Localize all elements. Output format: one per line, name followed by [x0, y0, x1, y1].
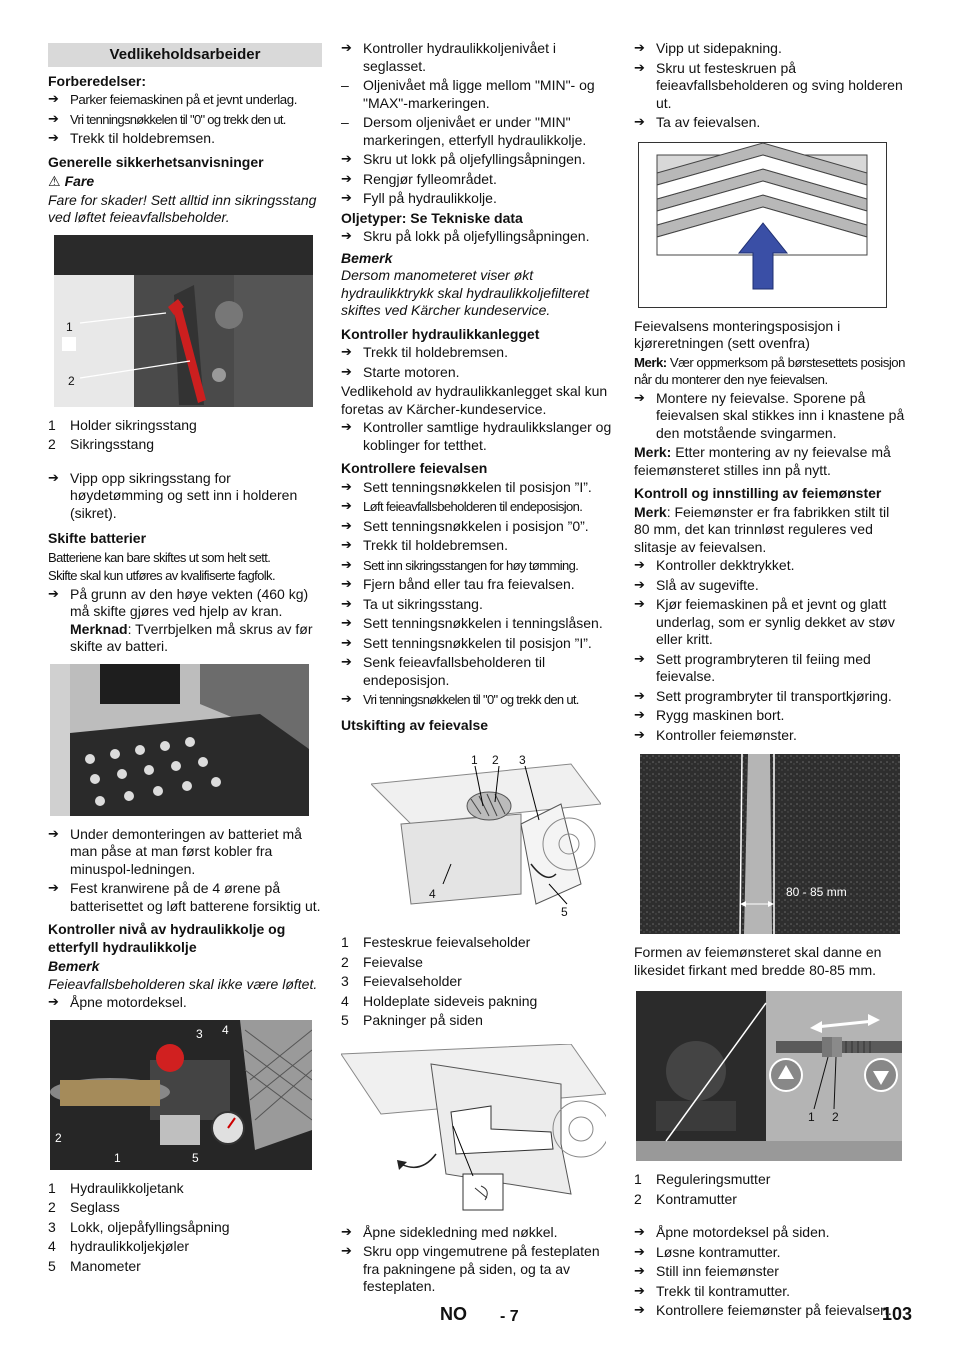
hyd-system-text: Vedlikehold av hydraulikkanlegget skal kun foretas av Kärcher-kundeservice. — [341, 383, 608, 417]
adjust-step: ➔ Still inn feiemønster — [634, 1263, 908, 1281]
hydraulic-heading: Kontroller nivå av hydraulikkolje og etterfyll hydraulikkolje — [48, 921, 286, 955]
check-brush-step: ➔ Sett inn sikringsstangen for høy tømming. — [341, 557, 615, 575]
callout-5: 5 — [192, 1150, 199, 1165]
hyd-system-step: ➔ Kontroller samtlige hydraulikkslanger og koblinger for tetthet. — [341, 419, 615, 454]
check-brush-step: ➔ Vri tenningsnøkkelen til "0" og trekk den ut. — [341, 691, 615, 709]
adjust-step: ➔ Kontrollere feiemønster på feievalsen. — [634, 1302, 908, 1320]
warning-label-text: Fare — [64, 173, 95, 189]
footer-language: NO — [440, 1304, 467, 1324]
pattern-step: ➔ Kontroller feiemønster. — [634, 727, 908, 745]
replace-brush-step: ➔ Åpne sidekledning med nøkkel. — [341, 1224, 615, 1242]
legend-item: 3 Feievalseholder — [341, 973, 462, 989]
safety-bar-photo — [54, 235, 313, 407]
pattern-step: ➔ Kjør feiemaskinen på et jevnt og glatt underlag, som er synlig dekket av støv eller kritt. — [634, 596, 908, 649]
legend-item: 1 Reguleringsmutter — [634, 1171, 771, 1187]
note-text: Feieavfallsbeholderen skal ikke være løftet. — [48, 975, 318, 992]
sweep-pattern-illustration — [640, 754, 900, 934]
remove-brush-step: ➔ Vipp ut sidepakning. — [634, 40, 908, 58]
note-label: Bemerk — [48, 958, 100, 974]
check-brush-step: ➔ Trekk til holdebremsen. — [341, 537, 615, 555]
battery-heading: Skifte batterier — [48, 530, 147, 546]
column-middle — [341, 40, 615, 1298]
safety-heading: Generelle sikkerhetsanvisninger — [48, 153, 264, 170]
legend-item: 2 Feievalse — [341, 953, 423, 970]
fill-step: ➔ Rengjør fylleområdet. — [341, 171, 615, 189]
pattern-merk: Merk: Feiemønster er fra fabrikken stilt til 80 mm, det kan trinnløst reguleres ved slitasje av feievalsen. — [634, 503, 890, 555]
prep-step: ➔ Trekk til holdebremsen. — [48, 130, 322, 148]
section-title: Vedlikeholdsarbeider — [48, 43, 322, 67]
legend-item: 2 Sikringsstang — [48, 436, 155, 452]
pattern-step: ➔ Sett programbryteren til feiing med feievalse. — [634, 651, 908, 686]
hyd-system-step: ➔ Trekk til holdebremsen. — [341, 344, 615, 362]
hydraulic-step: ➔ Åpne motordeksel. — [48, 994, 322, 1012]
note-text: Dersom manometeret viser økt hydraulikktrykk skal hydraulikkoljefilteret skiftes ved Kärcher kundeservice. — [341, 267, 590, 318]
battery-illustration — [50, 664, 309, 816]
footer-page-number: 103 — [882, 1304, 913, 1324]
fig1-step: ➔ Vipp opp sikringsstang for høydetømming og sett inn i holderen (sikret). — [48, 470, 322, 523]
pattern-step: ➔ Sett programbryter til transportkjøring. — [634, 688, 908, 706]
mount-step: ➔ Montere ny feievalse. Sporene på feievalsen skal stikkes inn i knastene på den motstående svingarmen. — [634, 390, 908, 443]
callout-5: 5 — [561, 905, 568, 919]
sweep-pattern-photo — [640, 754, 900, 934]
callout-2: 2 — [55, 1130, 62, 1145]
adjust-step: ➔ Trekk til kontramutter. — [634, 1283, 908, 1301]
check-brush-step: ➔ Sett tenningsnøkkelen til posisjon ”I”. — [341, 479, 615, 497]
adjusting-nut-illustration — [636, 991, 902, 1161]
brush-mounting-diagram — [638, 142, 887, 308]
check-brush-step: ➔ Løft feieavfallsbeholderen til endeposisjon. — [341, 498, 615, 516]
legend-item: 5 Manometer — [48, 1257, 141, 1274]
check-brush-heading: Kontrollere feievalsen — [341, 460, 488, 476]
brush-assembly-drawing — [371, 744, 601, 924]
check-oil-step: ➔ Kontroller hydraulikkoljenivået i seglasset. — [341, 40, 615, 75]
remove-brush-step: ➔ Ta av feievalsen. — [634, 114, 908, 132]
fill-step: ➔ Skru ut lokk på oljefyllingsåpningen. — [341, 151, 615, 169]
merk-note: Merk: Vær oppmerksom på børstesettets posisjon når du monterer den nye feievalsen. — [634, 354, 905, 387]
column-right — [634, 40, 908, 1322]
legend-item: 2 Seglass — [48, 1199, 120, 1215]
legend-item: 3 Lokk, oljepåfyllingsåpning — [48, 1218, 230, 1235]
oil-level-note: – Dersom oljenivået er under "MIN" markeringen, etterfyll hydraulikkolje. — [341, 114, 615, 149]
check-brush-step: ➔ Sett tenningsnøkkelen i tenningslåsen. — [341, 615, 615, 633]
callout-1: 1 — [471, 753, 478, 767]
callout-2: 2 — [68, 373, 75, 388]
callout-2: 2 — [832, 1110, 839, 1124]
hyd-system-heading: Kontroller hydraulikkanlegget — [341, 325, 540, 342]
check-brush-step: ➔ Fjern bånd eller tau fra feievalsen. — [341, 576, 615, 594]
legend-item: 2 Kontramutter — [634, 1190, 737, 1207]
side-cover-illustration — [341, 1044, 606, 1214]
replace-brush-heading: Utskifting av feievalse — [341, 716, 489, 733]
warning-text: Fare for skader! Sett alltid inn sikringsstang ved løftet feieavfallsbeholder. — [48, 191, 317, 225]
battery-step: ➔ Under demonteringen av batteriet må man påse at man først kobler fra minuspol-ledningen. — [48, 826, 322, 879]
oil-level-note: – Oljenivået må ligge mellom "MIN"- og "MAX"-markeringen. — [341, 77, 615, 112]
safety-bar-illustration — [54, 235, 313, 407]
hyd-system-step: ➔ Starte motoren. — [341, 364, 615, 382]
check-brush-step: ➔ Senk feieavfallsbeholderen til endeposisjon. — [341, 654, 615, 689]
pattern-step: ➔ Kontroller dekktrykket. — [634, 557, 908, 575]
battery-text: Batteriene kan bare skiftes ut som helt sett. — [48, 549, 271, 565]
check-brush-step: ➔ Sett tenningsnøkkelen til posisjon ”I”. — [341, 635, 615, 653]
battery-photo — [50, 664, 309, 816]
brush-mounting-illustration — [639, 143, 886, 307]
mounting-caption: Feievalsens monteringsposisjon i kjøreretningen (sett ovenfra) — [634, 317, 841, 351]
prep-step: ➔ Parker feiemaskinen på et jevnt underlag. — [48, 91, 322, 109]
legend-item: 1 Holder sikringsstang — [48, 416, 197, 433]
pattern-step: ➔ Slå av sugevifte. — [634, 577, 908, 595]
callout-1: 1 — [66, 319, 73, 334]
callout-3: 3 — [519, 753, 526, 767]
adjust-step: ➔ Åpne motordeksel på siden. — [634, 1224, 908, 1242]
replace-brush-step: ➔ Skru opp vingemutrene på festeplaten fra pakningene på siden, og ta av festeplaten. — [341, 1243, 615, 1296]
callout-1: 1 — [808, 1110, 815, 1124]
battery-step: ➔ På grunn av den høye vekten (460 kg) må skifte gjøres ved hjelp av kran. Merknad: Tverrbjelken må skrus av før skifte av batteri. — [48, 586, 322, 656]
pattern-step: ➔ Rygg maskinen bort. — [634, 707, 908, 725]
remove-brush-step: ➔ Skru ut festeskruen på feieavfallsbeholderen og sving holderen ut. — [634, 60, 908, 113]
note-label: Bemerk — [341, 249, 393, 266]
warning-triangle-icon: ⚠ — [48, 174, 61, 190]
footer-page-local: - 7 — [500, 1308, 519, 1325]
hydraulic-photo — [50, 1020, 312, 1170]
warning-label — [48, 173, 322, 192]
adjusting-nut-photo — [636, 991, 902, 1161]
adjust-step: ➔ Løsne kontramutter. — [634, 1244, 908, 1262]
pattern-caption: Formen av feiemønsteret skal danne en likesidet firkant med bredde 80-85 mm. — [634, 944, 882, 978]
callout-4: 4 — [222, 1022, 229, 1037]
battery-step: ➔ Fest kranwirene på de 4 ørene på batterisettet og løft batterene forsiktig ut. — [48, 880, 322, 915]
measure-label: 80 - 85 mm — [786, 885, 847, 899]
note-text: : Tverrbjelken må skrus av før skifte av batteri. — [70, 620, 313, 654]
hydraulic-illustration — [50, 1020, 312, 1170]
check-brush-step: ➔ Ta ut sikringsstang. — [341, 596, 615, 614]
prep-step: ➔ Vri tenningsnøkkelen til "0" og trekk den ut. — [48, 111, 322, 129]
lid-step: ➔ Skru på lokk på oljefyllingsåpningen. — [341, 228, 615, 246]
legend-item: 4 hydraulikkoljekjøler — [48, 1238, 190, 1254]
legend-item: 1 Festeskrue feievalseholder — [341, 934, 531, 950]
legend-item: 5 Pakninger på siden — [341, 1012, 483, 1028]
callout-4: 4 — [429, 887, 436, 901]
column-left — [48, 40, 322, 1277]
note-label: Merknad — [70, 620, 128, 637]
prep-heading: Forberedelser: — [48, 72, 147, 89]
merk-note: Merk: Etter montering av ny feievalse må feiemønsteret stilles inn på nytt. — [634, 444, 891, 478]
check-brush-step: ➔ Sett tenningsnøkkelen i posisjon ”0”. — [341, 518, 615, 536]
callout-3: 3 — [196, 1026, 203, 1041]
legend-item: 1 Hydraulikkoljetank — [48, 1179, 184, 1196]
brush-assembly-illustration — [371, 744, 601, 924]
callout-2: 2 — [492, 753, 499, 767]
fill-step: ➔ Fyll på hydraulikkolje. — [341, 190, 615, 208]
pattern-heading: Kontroll og innstilling av feiemønster — [634, 485, 882, 501]
oil-types: Oljetyper: Se Tekniske data — [341, 209, 523, 226]
battery-text: Skifte skal kun utføres av kvalifiserte fagfolk. — [48, 568, 275, 583]
legend-item: 4 Holdeplate sideveis pakning — [341, 992, 538, 1009]
callout-1: 1 — [114, 1150, 121, 1165]
side-cover-drawing — [341, 1044, 606, 1214]
